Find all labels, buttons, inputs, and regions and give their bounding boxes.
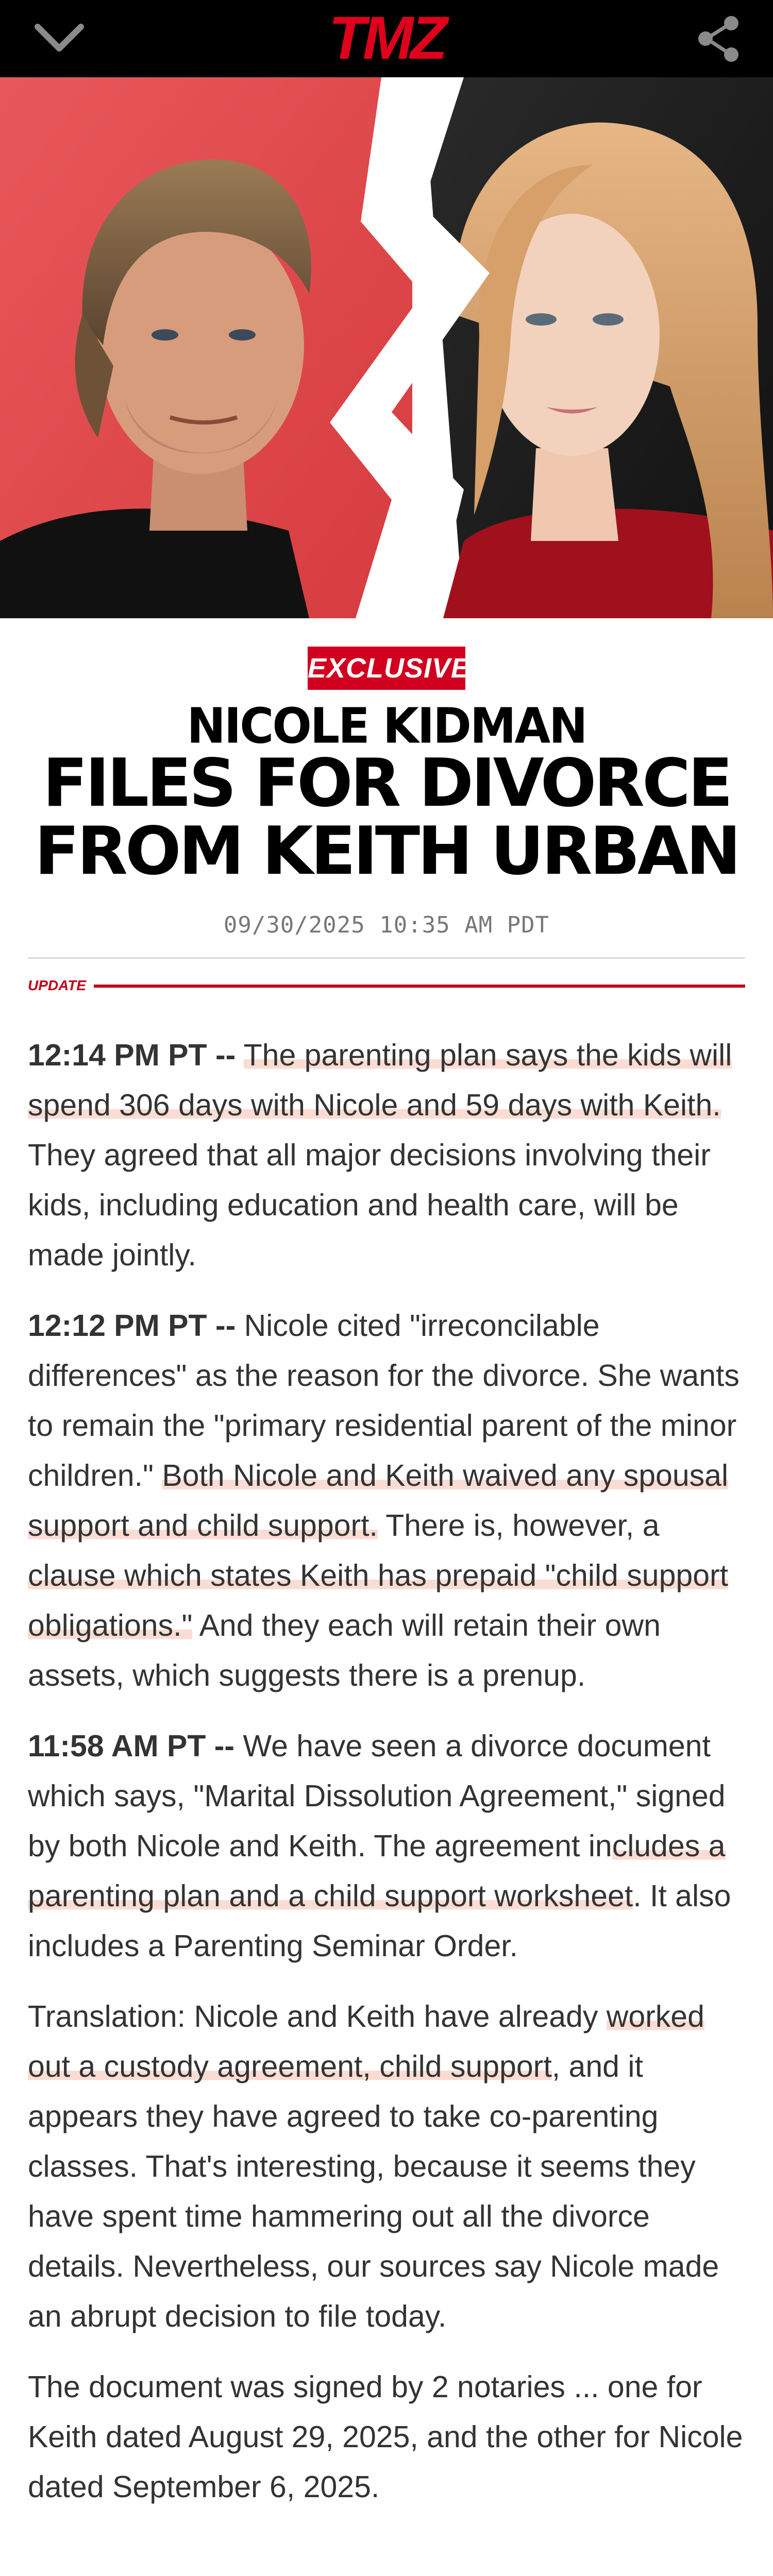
headline-line3: FROM KEITH URBAN xyxy=(34,813,739,890)
top-bar xyxy=(0,0,773,77)
update-time: 12:14 PM PT -- xyxy=(28,1038,236,1072)
translation-paragraph xyxy=(28,1992,749,2342)
paragraph-text: . It also includes a Parenting Seminar Order. xyxy=(28,1879,731,1963)
notary-paragraph: The document was signed by 2 notaries ... one for Keith dated August 29, 2025, and the other for Nicole dated September 6, 2025. xyxy=(28,2370,743,2504)
paragraph-text: , and it appears they have agreed to take co-parenting classes. That's interesting, because it seems they have spent time hammering out all the divorce details. Nevertheless, our sources say Nicole made an abrupt decision to file today. xyxy=(28,2049,719,2333)
hero-image xyxy=(0,77,773,618)
paragraph-text: There is, however, a xyxy=(377,1509,660,1543)
paragraph-text: Nicole cited "irreconcilable differences" as the reason for the divorce. She wants to remain the "primary residential parent of the minor children." xyxy=(28,1309,740,1493)
highlight-text: Both Nicole and Keith waived any spousal support and child support. xyxy=(28,1459,729,1543)
update-paragraph xyxy=(28,1721,749,1971)
paragraph-text: We have seen a divorce document which says, "Marital Dissolution Agreement," signed by both Nicole and Keith. The agreement in xyxy=(28,1729,726,1863)
update-paragraph xyxy=(28,1301,749,1701)
exclusive-badge: EXCLUSIVE xyxy=(308,647,465,690)
highlight-text: cludes a parenting plan and a child support worksheet xyxy=(28,1829,726,1913)
update-rule xyxy=(94,985,745,988)
update-label: UPDATE xyxy=(28,977,87,993)
highlight-text: worked out a custody agreement, child support xyxy=(28,1999,704,2083)
paragraph-text: Translation: Nicole and Keith have already xyxy=(28,1999,607,2033)
article-body xyxy=(28,1030,749,2533)
publish-date: 09/30/2025 10:35 AM PDT xyxy=(223,912,550,938)
paragraph-text: They agreed that all major decisions involving their kids, including education and health care, will be made jointly. xyxy=(28,1138,711,1272)
share-icon[interactable] xyxy=(693,14,745,63)
highlight-text: The parenting plan says the kids will spend 306 days with Nicole and 59 days with Keith. xyxy=(28,1038,732,1122)
highlight-text: clause which states Keith has prepaid "child support obligations." xyxy=(28,1558,729,1642)
update-paragraph xyxy=(28,1030,749,1280)
update-time: 12:12 PM PT -- xyxy=(28,1309,236,1343)
update-time: 11:58 AM PT -- xyxy=(28,1729,235,1763)
paragraph-text: And they each will retain their own assets, which suggests there is a prenup. xyxy=(28,1608,661,1692)
headline-line2: FILES FOR DIVORCE xyxy=(42,745,731,822)
headline-line1: NICOLE KIDMAN xyxy=(187,698,586,755)
tmz-logo[interactable]: TMZ xyxy=(328,4,445,72)
divider xyxy=(28,957,745,959)
headline-main xyxy=(0,745,773,890)
